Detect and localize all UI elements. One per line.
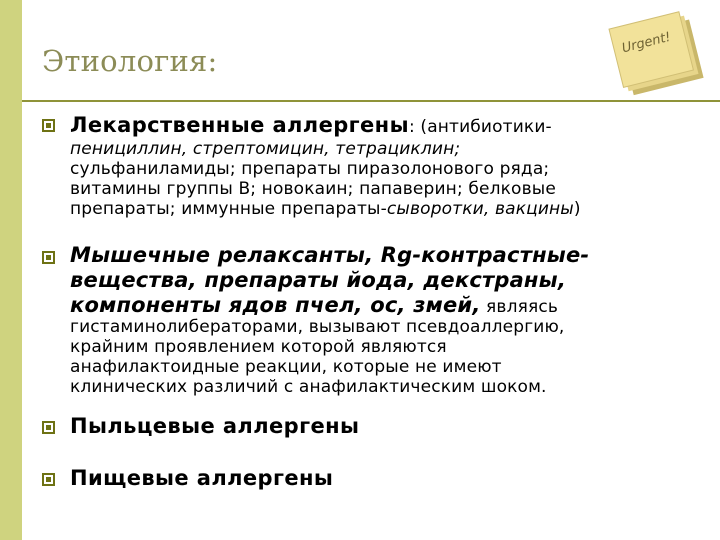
item-text: витамины группы В; новокаин; папаверин; белковые xyxy=(70,179,556,199)
bullet-icon xyxy=(42,421,55,434)
slide-title: Этиология: xyxy=(42,44,218,78)
item-text: являясь xyxy=(480,297,559,317)
item-heading: Лекарственные аллергены xyxy=(70,113,409,137)
note-text: Urgent! xyxy=(620,29,673,57)
list-item-pollen: Пыльцевые аллергены xyxy=(70,414,360,438)
item-text: клинических различий с анафилактическим шоком. xyxy=(70,377,547,397)
item-text: ) xyxy=(573,199,581,219)
bullet-icon xyxy=(42,473,55,486)
title-divider xyxy=(22,100,720,102)
sidebar-stripe xyxy=(0,0,22,540)
item-text: препараты; иммунные препараты- xyxy=(70,199,387,219)
item-text: : (антибиотики- xyxy=(408,117,552,137)
list-item-relaxants xyxy=(70,243,710,397)
list-item-food: Пищевые аллергены xyxy=(70,466,334,490)
list-item-drugs xyxy=(70,113,710,219)
item-text: анафилактоидные реакции, которые не имеют xyxy=(70,357,502,377)
item-heading: компоненты ядов пчел, ос, змей, xyxy=(70,293,481,317)
bullet-icon xyxy=(42,251,55,264)
item-heading: вещества, препараты йода, декстраны, xyxy=(70,268,567,292)
item-text: сульфаниламиды; препараты пиразолонового ряда; xyxy=(70,159,550,179)
item-text: гистаминолибераторами, вызывают псевдоаллергию, xyxy=(70,317,565,337)
sticky-note-icon xyxy=(602,6,714,98)
item-text: крайним проявлением которой являются xyxy=(70,337,447,357)
bullet-icon xyxy=(42,119,55,132)
item-text: сыворотки, вакцины xyxy=(386,199,574,219)
item-text: пенициллин, стрептомицин, тетрациклин; xyxy=(70,139,461,159)
item-heading: Мышечные релаксанты, Rg-контрастные- xyxy=(70,243,590,267)
